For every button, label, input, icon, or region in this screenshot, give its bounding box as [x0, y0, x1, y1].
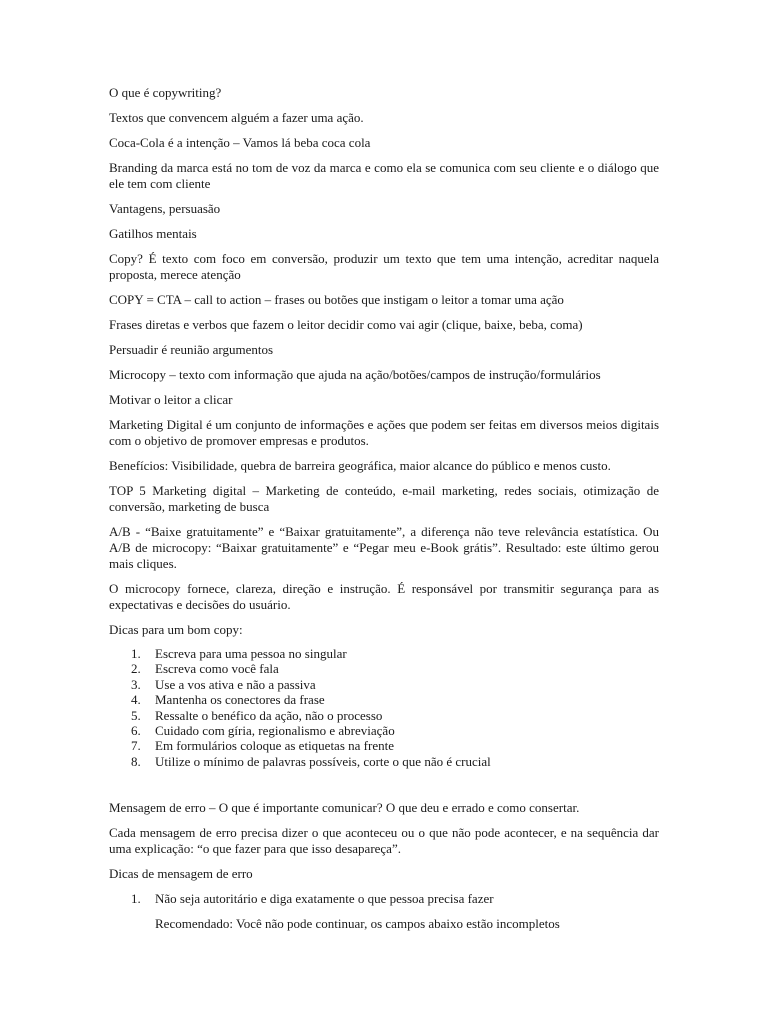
- paragraph: Frases diretas e verbos que fazem o leitor decidir como vai agir (clique, baixe, beba, coma): [109, 317, 583, 332]
- list-number: 1.: [131, 891, 141, 907]
- paragraph: A/B - “Baixe gratuitamente” e “Baixar gratuitamente”, a diferença não teve relevância estatística. Ou A/B de microcopy: “Baixar gratuitamente” e “Pegar meu e-Book grátis”. Resultado: este último gerou mais cliques.: [109, 524, 659, 571]
- paragraph: TOP 5 Marketing digital – Marketing de conteúdo, e-mail marketing, redes sociais, otimização de conversão, marketing de busca: [109, 483, 659, 514]
- paragraph: Mensagem de erro – O que é importante comunicar? O que deu e errado e como consertar.: [109, 800, 580, 816]
- paragraph: COPY = CTA – call to action – frases ou botões que instigam o leitor a tomar uma ação: [109, 292, 564, 307]
- paragraph: Textos que convencem alguém a fazer uma ação.: [109, 110, 364, 125]
- list-item-text: Em formulários coloque as etiquetas na frente: [155, 738, 394, 754]
- list-item: [109, 646, 659, 661]
- heading-question: O que é copywriting?: [109, 85, 222, 100]
- list-item-text: Escreva para uma pessoa no singular: [155, 646, 347, 661]
- list-item: [109, 661, 659, 676]
- paragraph: Microcopy – texto com informação que ajuda na ação/botões/campos de instrução/formulários: [109, 367, 601, 382]
- list-number: 1.: [131, 646, 141, 661]
- list-number: 5.: [131, 707, 141, 723]
- list-item-text: Mantenha os conectores da frase: [155, 692, 325, 708]
- list-heading: Dicas de mensagem de erro: [109, 866, 253, 882]
- list-item: [109, 692, 659, 707]
- document-body: [109, 85, 659, 932]
- paragraph: Marketing Digital é um conjunto de informações e ações que podem ser feitas em diversos meios digitais com o objetivo de promover empresas e produtos.: [109, 417, 659, 448]
- paragraph: Motivar o leitor a clicar: [109, 392, 233, 407]
- paragraph: Cada mensagem de erro precisa dizer o que aconteceu ou o que não pode acontecer, e na sequência dar uma explicação: “o que fazer para que isso desapareça”.: [109, 825, 659, 857]
- paragraph: Branding da marca está no tom de voz da marca e como ela se comunica com seu cliente e o diálogo que ele tem com cliente: [109, 160, 659, 191]
- blank-space: [109, 769, 659, 800]
- list-item-text: Use a vos ativa e não a passiva: [155, 676, 316, 692]
- list-item-text: Cuidado com gíria, regionalismo e abreviação: [155, 723, 395, 739]
- list-number: 8.: [131, 753, 141, 769]
- list-number: 7.: [131, 738, 141, 754]
- recommended-example: Recomendado: Você não pode continuar, os campos abaixo estão incompletos: [155, 916, 560, 932]
- list-item: [109, 677, 659, 692]
- paragraph: Copy? É texto com foco em conversão, produzir um texto que tem uma intenção, acreditar naquela proposta, merece atenção: [109, 251, 659, 282]
- list-number: 6.: [131, 723, 141, 739]
- list-number: 3.: [131, 676, 141, 692]
- copy-tips-list: [109, 646, 659, 769]
- list-item: [109, 723, 659, 738]
- paragraph: Persuadir é reunião argumentos: [109, 342, 274, 357]
- list-item: [109, 891, 659, 907]
- list-item: [109, 754, 659, 769]
- list-item-text: Ressalte o benéfico da ação, não o processo: [155, 707, 383, 723]
- list-item: [109, 708, 659, 723]
- list-item-text: Escreva como você fala: [155, 661, 279, 677]
- list-item-text: Utilize o mínimo de palavras possíveis, corte o que não é crucial: [155, 753, 491, 769]
- paragraph: O microcopy fornece, clareza, direção e instrução. É responsável por transmitir segurança para as expectativas e decisões do usuário.: [109, 581, 659, 612]
- list-number: 2.: [131, 661, 141, 677]
- error-tips-list: [109, 891, 659, 907]
- paragraph: Coca-Cola é a intenção – Vamos lá beba coca cola: [109, 135, 371, 150]
- paragraph: Vantagens, persuasão: [109, 201, 221, 216]
- list-item-text: Não seja autoritário e diga exatamente o que pessoa precisa fazer: [155, 891, 494, 907]
- list-number: 4.: [131, 692, 141, 708]
- paragraph: Gatilhos mentais: [109, 226, 197, 241]
- list-heading: Dicas para um bom copy:: [109, 622, 243, 637]
- paragraph: Benefícios: Visibilidade, quebra de barreira geográfica, maior alcance do público e menos custo.: [109, 458, 611, 473]
- list-item: [109, 738, 659, 753]
